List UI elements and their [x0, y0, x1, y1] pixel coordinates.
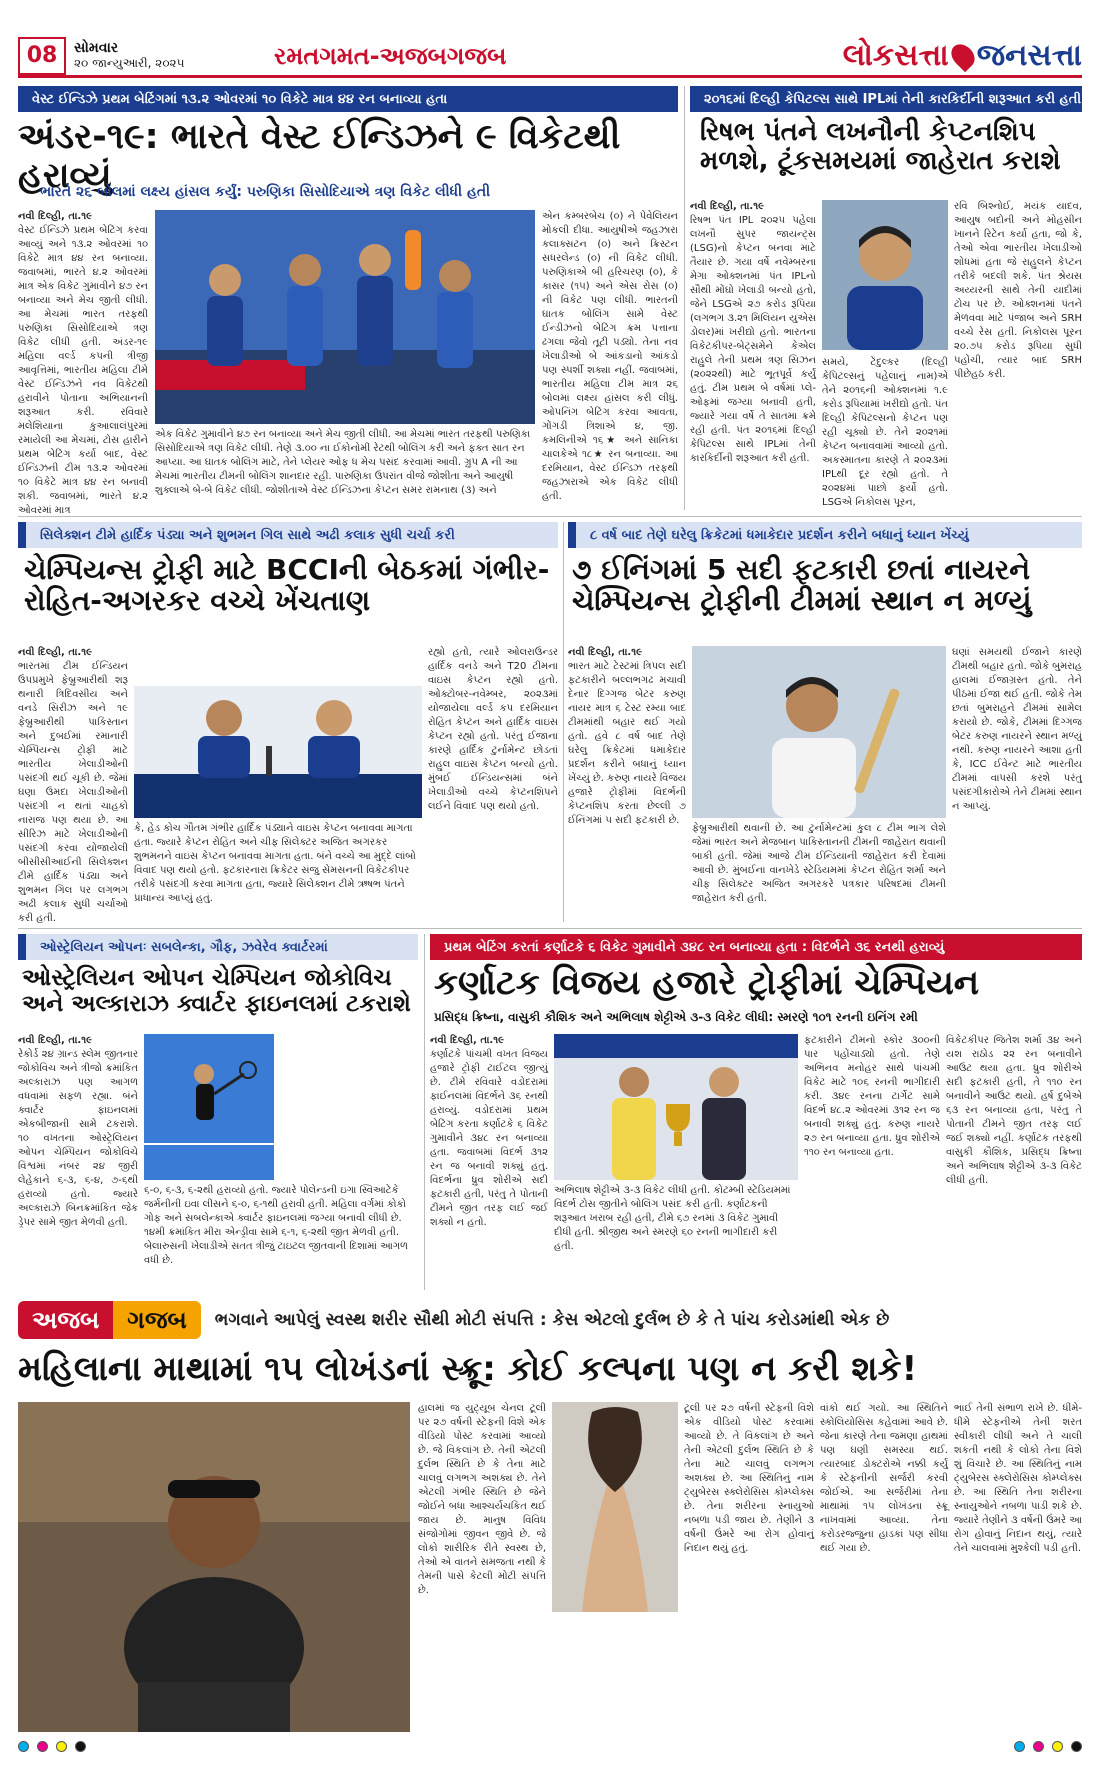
story2-photo-rishabh-pant: [822, 200, 948, 350]
dateline-box: [74, 41, 214, 71]
story5-photo-tennis: [144, 1034, 274, 1180]
story6-headline[interactable]: કર્ણાટક વિજય હજારે ટ્રોફીમાં ચેમ્પિયન: [434, 963, 980, 1003]
section-title: રમતગમત-અજબગજબ: [274, 41, 507, 70]
story3-photo-press-conference: [134, 646, 422, 818]
story6-photo-trophy: [554, 1034, 798, 1180]
story6-dateline: નવી દિલ્હી, તા.૧૯: [430, 1035, 505, 1046]
story4-body-col2: ફેબ્રુઆરીથી થવાની છે. આ ટુર્નામેન્ટમાં કુલ ૮ ટીમ ભાગ લેશે જેમાં ભારત અને મેજબાન પાકિસ્તાનની ટીમની જાહેરાત થવાની બાકી હતી. જેમાં આજે ટીમ ઈન્ડિયાની જાહેરાત કરી દેવામાં આવી છે. મુંબઈના વાનખેડે સ્ટેડિયમમાં કેપ્ટન રોહિત શર્મા અને ચીફ સિલેક્ટર અજિત અગરકરે પત્રકાર પરિષદમાં ટીમની જાહેરાત કરી હતી.: [692, 823, 946, 904]
ajab-gajab-banner: [18, 1298, 1082, 1342]
story6-kicker: પ્રથમ બેટિંગ કરતાં કર્ણાટકે ૬ વિકેટ ગુમાવીને ૩૪૮ રન બનાવ્યા હતા : વિદર્ભને ૩૬ રનથી હરાવ્યું: [430, 934, 1082, 960]
story6-body-col4: વિકેટકીપર જિતેશ શર્મા ૩૪ અને યશ રાઠોડ ૨૨ રન બનાવીને આઉટ થયા હતા. ધ્રુવ શોરીએ સદી ફટકારી હતી, તે ૧૧૦ રન બનાવીને આઉટ થયો. હર્ષ દુબેએ ૬૩ રન બનાવ્યા હતા, પરંતુ તે પોતાની ટીમને જીત તરફ લઈ જઈ શક્યો નહીં. કર્ણાટક તરફથી વાસુકી કૌશિક, પ્રસિદ્ધ ક્રિષ્ના અને અભિલાષ શેટ્ટીએ ૩-૩ વિકેટ લીધી હતી.: [946, 1035, 1082, 1186]
brand-left: લોકસત્તા: [842, 38, 949, 73]
story1-col1-text: વેસ્ટ ઈન્ડિઝે પ્રથમ બેટિંગ કરવા આવ્યું અને ૧૩.૨ ઓવરમાં ૧૦ વિકેટે માત્ર ૪૪ રન બનાવ્યા. જવાબમાં, ભારતે ૪.૨ ઓવરમાં માત્ર એક વિકેટ ગુમાવીને ૪૭ રન બનાવ્યા અને મેચ જીતી લીધી. આ મેચમાં ભારત તરફથી પરુણિકા સિસોદિયાએ ત્રણ વિકેટ લીધી હતી. અંડર-૧૯ મહિલા વર્લ્ડ કપની ત્રીજી આવૃત્તિમાં, ભારતીય મહિલા ટીમે વેસ્ટ ઈન્ડિઝને નવ વિકેટથી હરાવીને પોતાના અભિયાનની શરૂઆત કરી. રવિવારે મલેશિયાના કુઆલાલંપુરમાં રમાયેલી આ મેચમાં, ટોસ હારીને પ્રથમ બેટિંગ કર્યા બાદ, વેસ્ટ ઈન્ડિઝની ટીમ ૧૩.૨ ઓવરમાં ૧૦ વિકેટે માત્ર ૪૪ રન બનાવી શકી. જવાબમાં, ભારતે ૪.૨ ઓવરમાં માત્ર: [18, 225, 148, 516]
story5-body-col1: [18, 1034, 138, 1290]
story3-body-col1: [18, 646, 128, 922]
story4-body-col1: [568, 646, 686, 922]
story1-deck: ભારતે ૨૬ બોલમાં લક્ષ્ય હાંસલ કર્યું: પરુણિકા સિસોદિયાએ ત્રણ વિકેટ લીધી હતી: [40, 184, 491, 200]
story1-photo-cricket-team: [155, 210, 535, 424]
yellow-dot: [56, 1741, 67, 1752]
ajab-gajab-logo: [18, 1301, 201, 1339]
page-number: 08: [18, 37, 66, 75]
column-divider: [684, 86, 685, 510]
column-divider: [424, 934, 425, 1290]
story2-dateline: નવી દિલ્હી, તા.૧૯: [690, 201, 765, 212]
batsman-illustration: [692, 646, 946, 818]
ajab-body-col3: વાંકો થઈ ગયો. આ સ્થિતિને સ્કોલિયોસિસ કહેવામાં આવે છે. જેના કારણે તેના જમણા હાથમાં પણ ઘણી સમસ્યા થઈ. ત્યારબાદ ડોક્ટરોએ નક્કી કર્યું કે સ્ટેફનીની સર્જરી કરવી જોઈએ. આ સર્જરીમાં તેના માથામાં ૧૫ લોખંડના સ્ક્રૂ નાખવામાં આવ્યા. તેના કરોડરજ્જુના હાડકાં પણ સીધા થઈ ગયા છે.: [820, 1403, 948, 1554]
cyan-dot: [18, 1741, 29, 1752]
ajab-body-col2: ટૂલી પર ૨૭ વર્ષની સ્ટેફની વિશે એક વીડિયો પોસ્ટ કરવામાં આવ્યો છે. તે વિકલાંગ છે અને તેની એટલી દુર્લભ સ્થિતિ છે કે તેના માટે ચાલવું લગભગ અશક્ય છે. આ સ્થિતિનું નામ ટ્યુબેરસ સ્ક્લેરોસિસ કોમ્પ્લેક્સ છે. તેના શરીરના સ્નાયુઓ નબળા પડી જાય છે. તેણીને ૩ વર્ષની ઉંમરે આ રોગ હોવાનું નિદાન થયું હતું.: [684, 1403, 814, 1554]
ajab-photo-spine: [552, 1402, 678, 1612]
story5-dateline: નવી દિલ્હી, તા.૧૯: [18, 1035, 93, 1046]
story1-dateline: નવી દિલ્હી, તા.૧૯: [18, 211, 93, 222]
press-conference-illustration: [134, 646, 422, 818]
celebrating-players-illustration: [155, 210, 535, 424]
print-registration-marks: [18, 1738, 1082, 1754]
story2-body-col2: સમયે, ટેંદુલ્કર (દિલ્હી કેપિટલ્સનું પહેલાનું નામ)એ તેને ૨૦૧૬ની ઓક્શનમાં ૧.૯ કરોડ રૂપિયામાં ખરીદ્યો હતો. પંત દિલ્હી કેપિટલ્સનો કેપ્ટન પણ રહી ચૂક્યો છે. તેને ૨૦૨૧માં કેપ્ટન બનાવવામાં આવ્યો હતો. અકસ્માતના કારણે તે ૨૦૨૩માં IPLથી દૂર રહ્યો હતો. તે ૨૦૨૪માં પાછો ફર્યો હતો. LSGએ નિકોલસ પૂરન,: [822, 357, 948, 508]
trophy-presentation-illustration: [554, 1034, 798, 1180]
story6-body-col3: ફટકારીને ટીમનો સ્કોર ૩૦૦ની પાર પહોંચાડ્યો હતો. તેણે અભિનવ મનોહર સાથે પાંચમી વિકેટ માટે ૧૦૬ રનની ભાગીદારી કરી. ૩૪૯ રનના ટાર્ગેટ સામે વિદર્ભ ૪૮.૨ ઓવરમાં ૩૧૨ રન જ બનાવી શક્યું હતું. કરુણ નાયરે ૨૭ રન બનાવ્યા હતા. ધ્રુવ શોરીએ ૧૧૦ રન બનાવ્યા હતા.: [804, 1035, 940, 1158]
day-label: સોમવાર: [74, 39, 119, 56]
ajab-logo-right: ગજબ: [113, 1301, 201, 1339]
story3-col1-text: ભારતમાં ટીમ ઈન્ડિયન ઉપપ્રમુખે ફેબ્રુઆરીથી શરૂ થનારી ત્રિદિવસીય અને વનડે સિરીઝ અને ૧૯ ફેબ્રુઆરીથી પાકિસ્તાન અને દુબઈમાં રમાનારી ચેમ્પિયન્સ ટ્રોફી માટે ભારતીય ખેલાડીઓની પસંદગી થઈ ચૂકી છે. જેમાં ઘણા ઉમદા ખેલાડીઓની પસંદગી ન થતાં ચાહકો નારાજ પણ થયા છે. આ સીરિઝ માટે ખેલાડીઓની પસંદગી કરવા યોજાયેલી બીસીસીઆઈની સિલેક્શન ટીમે હાર્દિક પંડ્યા અને શુભમન ગિલ પર લગભગ અઢી કલાક સુધી ચર્ચાઓ કરી હતી.: [18, 661, 128, 924]
story1-body-col3: એન કમ્બરબેચ (૦) ને પેવેલિયન મોકલી દીધા. આયુષીએ જહઝારા કલાક્સટન (૦) અને ક્રિસ્ટન સધરલેન્ડ (૦) ની વિકેટ લીધી. પરુણિકાએ બી હરિચરણ (૦), કે કાસર (૧૫) અને એસ રોસ (૦) ની વિકેટ પણ લીધી. ભારતની ઘાતક બોલિંગ સામે વેસ્ટ ઈન્ડીઝનો બેટિંગ ક્રમ પત્તાના ઢગલા જેવો તૂટી પડ્યો. તેના નવ ખેલાડીઓ બે આંકડાનો આંકડો પણ સ્પર્શી શક્યા નહીં. જવાબમાં, ભારતીય મહિલા ટીમ માત્ર ૨૬ બોલમાં લક્ષ્ય હાંસલ કરી લીધું. ઓપનિંગ બેટિંગ કરવા આવતા, ગોંગડી ત્રિશાએ ૪, જી. કમલિનીએ ૧૬★ અને સાનિકા ચાલકેએ ૧૮★ રન બનાવ્યા. આ દરમિયાન, વેસ્ટ ઈન્ડિઝ તરફથી જહઝારાએ એક વિકેટ લીધી હતી.: [542, 211, 678, 502]
story1-headline[interactable]: અંડર-૧૯: ભારતે વેસ્ટ ઈન્ડિઝને ૯ વિકેટથી હરાવ્યું: [18, 117, 621, 197]
story5-col1-text: રેકોર્ડ ૨૪ ગ્રાન્ડ સ્લેમ જીતનાર જોકોવિચ અને ત્રીજો ક્રમાંકિત અલ્કારાઝ પણ આગળ વધવામાં સફળ રહ્યા. બંને ક્વાર્ટર ફાઇનલમાં એકબીજાની સામે ટકરાશે. ૧૦ વખતના ઓસ્ટ્રેલિયન ઓપન ચેમ્પિયન જોકોવિચે વિશ્વમાં નંબર ૨૪ જીરી લેહેકાને ૬-૩, ૬-૪, ૭-૬થી હરાવ્યો હતો. જ્યારે અલ્કારાઝે બિનક્રમાંકિત જેક ડ્રેપર સામે જીત મેળવી હતી.: [18, 1049, 138, 1228]
ajab-kicker: ભગવાને આપેલું સ્વસ્થ શરીર સૌથી મોટી સંપત્તિ : કેસ એટલો દુર્લભ છે કે તે પાંચ કરોડમાંથી એક છે: [214, 1310, 890, 1330]
story6-deck: પ્રસિદ્ધ ક્રિષ્ના, વાસુકી કૌશિક અને અભિલાષ શેટ્ટીએ ૩-૩ વિકેટ લીધી: સ્મરણે ૧૦૧ રનની ઇનિંગ રમી: [434, 1010, 918, 1024]
black-dot: [1071, 1741, 1082, 1752]
black-dot: [75, 1741, 86, 1752]
story2-body-col3: રવિ બિશ્નોઈ, મયંક યાદવ, આયુષ બદોની અને મોહસીન ખાનને રિટેન કર્યા હતા, જો કે, તેઓ એવા ભારતીય ખેલાડીઓ શોધમાં હતા જે રાહુલને કેપ્ટન તરીકે બદલી શકે. પંત શ્રેયસ અય્યરની સાથે તેની યાદીમાં ટોચ પર છે. ઓક્શનમાં પંતને મેળવવા માટે પંજાબ અને SRH વચ્ચે રેસ હતી. નિકોલસ પૂરન ૨૦.૭૫ કરોડ રૂપિયા સુધી પહોંચી, ત્યાર બાદ SRH પીછેહઠ કરી.: [954, 201, 1082, 380]
story2-kicker: ૨૦૧૬માં દિલ્હી કેપિટલ્સ સાથે IPLમાં તેની કારકિર્દીની શરૂઆત કરી હતી: [690, 86, 1082, 112]
ajab-photo-woman: [18, 1402, 410, 1732]
ajab-logo-left: અજબ: [18, 1301, 113, 1339]
brand-logo: [843, 38, 1082, 73]
story4-headline[interactable]: ૭ ઈનિંગમાં 5 સદી ફટકારી છતાં નાયરને ચેમ્પિયન્સ ટ્રોફીની ટીમમાં સ્થાન ન મળ્યું: [572, 553, 1032, 618]
story2-col1-text: રિષભ પંત IPL ૨૦૨૫ પહેલા લખનૌ સુપર જાયન્ટ્સ (LSG)નો કેપ્ટન બનવા માટે તૈયાર છે. ગયા વર્ષે નવેમ્બરના મેગા ઓક્શનમાં પંત IPLનો સૌથી મોંઘો ખેલાડી બન્યો હતો, જેને LSGએ ૨૭ કરોડ રૂપિયા (લગભગ ૩.૨૧ મિલિયન યુએસ ડોલર)માં ખરીદ્યો હતો. ભારતના વિકેટકીપર-બેટ્સમેને કેએલ રાહુલે તેની પ્રથમ ત્રણ સિઝન (૨૦૨૨થી) માટે ભૂતપૂર્વ કર્યું હતું. ટીમ પ્રથમ બે વર્ષમાં પ્લે-ઓફમાં જગ્યા બનાવી હતી, જ્યારે ગયા વર્ષે તે સાતમા ક્રમે રહી હતી. પંત ૨૦૧૬માં દિલ્હી કેપિટલ્સ સાથે IPLમાં તેની કારકિર્દીની શરૂઆત કરી હતી.: [690, 215, 816, 464]
portrait-illustration: [822, 200, 948, 350]
story4-dateline: નવી દિલ્હી, તા.૧૯: [568, 647, 643, 658]
woman-portrait-illustration: [18, 1402, 410, 1732]
story6-body-col1: [430, 1034, 548, 1290]
row-divider: [18, 928, 1082, 929]
magenta-dot: [1033, 1741, 1044, 1752]
story1-body-col1: [18, 210, 148, 516]
cyan-dot: [1014, 1741, 1025, 1752]
story2-headline[interactable]: રિષભ પંતને લખનૌની કેપ્ટનશિપ મળશે, ટૂંકસમયમાં જાહેરાત કરાશે: [700, 117, 1061, 177]
story3-headline[interactable]: ચેમ્પિયન્સ ટ્રોફી માટે BCCIની બેઠકમાં ગંભીર-રોહિત-અગરકર વચ્ચે ખેંચતાણ: [24, 553, 550, 618]
row-divider: [18, 516, 1082, 517]
story6-caption: અભિલાષ શેટ્ટીએ ૩-૩ વિકેટ લીધી હતી. કોટમ્બી સ્ટેડિયમમાં વિદર્ભ ટોસ જીતીને બોલિંગ પસંદ કરી હતી. કર્ણાટકની શરૂઆત ખરાબ રહી હતી, ટીમે ૬૭ રનમાં ૩ વિકેટ ગુમાવી દીધી હતી. શ્રીજીથ અને સ્મરણે ૬૦ રનની ભાગીદારી કરી હતી.: [554, 1185, 791, 1252]
back-view-illustration: [552, 1402, 678, 1612]
story4-kicker: ૮ વર્ષ બાદ તેણે ઘરેલુ ક્રિકેટમાં ધમાકેદાર પ્રદર્શન કરીને બધાનું ધ્યાન ખેંચ્યું: [568, 522, 1082, 548]
date-label: ૨૦ જાન્યુઆરી, ૨૦૨૫: [74, 55, 185, 70]
story4-body-col3: ઘણાં સમયથી ઈજાને કારણે ટીમથી બહાર હતો. જોકે બુમરાહ હાલમાં ઈજાગ્રસ્ત હતો. તેને પીઠમાં ઈજા થઈ હતી. જોકે તેમ છતાં બુમરાહને ટીમમાં સામેલ કરાયો છે. જોકે, ટીમમાં દિગ્ગજ બેટર કરુણ નાયરને સ્થાન મળ્યું નથી. કરુણ નાયરને આશા હતી કે, ICC ઈવેન્ટ માટે ભારતીય ટીમમાં વાપસી કરશે પરંતુ પસંદગીકારોએ તેને ટીમમાં સ્થાન ન આપ્યું.: [952, 647, 1083, 812]
story6-col1-text: કર્ણાટકે પાંચમી વખત વિજય હજારે ટ્રોફી ટાઈટલ જીત્યું છે. ટીમે રવિવારે વડોદરામાં ફાઈનલમાં વિદર્ભને ૩૬ રનથી હરાવ્યું. વડોદરામાં પ્રથમ બેટિંગ કરતા કર્ણાટકે ૬ વિકેટ ગુમાવીને ૩૪૮ રન બનાવ્યા હતા. જવાબમાં વિદર્ભ ૩૧૨ રન જ બનાવી શક્યું હતું. વિદર્ભના ધ્રુવ શોરીએ સદી ફટકારી હતી, પરંતુ તે પોતાની ટીમને જીત તરફ લઈ જઈ શક્યો ન હતો.: [430, 1049, 548, 1228]
tennis-player-illustration: [144, 1034, 274, 1180]
brand-right: જનસત્તા: [976, 38, 1082, 73]
ajab-headline[interactable]: મહિલાના માથામાં ૧૫ લોખંડનાં સ્ક્રૂ: કોઈ કલ્પના પણ ન કરી શકે!: [18, 1349, 918, 1389]
story5-headline[interactable]: ઓસ્ટ્રેલિયન ઓપન ચેમ્પિયન જોકોવિચ અને અલ્કારાઝ ક્વાર્ટર ફાઇનલમાં ટકરાશે: [22, 965, 411, 1017]
magenta-dot: [37, 1741, 48, 1752]
ajab-body-col1: હાલમાં જ યુટ્યૂબ ચેનલ ટૂલી પર ૨૭ વર્ષની સ્ટેફની વિશે એક વીડિયો પોસ્ટ કરવામાં આવ્યો છે. જે વિકલાંગ છે. તેની એટલી દુર્લભ સ્થિતિ છે કે તેના માટે ચાલવું લગભગ અશક્ય છે. તેને એટલી ગંભીર સ્થિતિ છે જેને જોઈને બધા આશ્ચર્યચકિત થઈ જાય છે. માનુષ વિવિધ સંજોગોમાં જીવન જીવે છે. જે લોકો શારીરિક રીતે સ્વસ્થ છે, તેઓ એ વાતને સમજતા નથી કે તેમની પાસે કેટલી મોટી સંપત્તિ છે.: [418, 1403, 546, 1596]
story3-body-col3: રહ્યો હતો, ત્યારે ઓલરાઉન્ડર હાર્દિક વનડે અને T20 ટીમના વાઇસ કેપ્ટન રહ્યો હતો. ઓક્ટોબર-નવેમ્બર, ૨૦૨૩માં યોજાયેલા વર્લ્ડ કપ દરમિયાન રોહિત કેપ્ટન અને હાર્દિક વાઇસ કેપ્ટન રહ્યો હતો. પરંતુ ઈજાના કારણે હાર્દિક ટુર્નામેન્ટ છોડતાં રાહુલ વાઇસ કેપ્ટન બન્યો હતો. મુંબઈ ઈન્ડિયન્સમાં બંને ખેલાડીઓ વચ્ચે કેપ્ટનશિપને લઈને વિવાદ પણ થયો હતો.: [428, 647, 558, 812]
story4-photo-karun-nair: [692, 646, 946, 818]
masthead: [18, 36, 1082, 78]
map-pin-icon: [946, 39, 979, 72]
story3-caption: કે, હેડ કોચ ગૌતમ ગંભીર હાર્દિક પંડ્યાને વાઇસ કેપ્ટન બનાવવા માગતા હતા. જ્યારે કેપ્ટન રોહિત અને ચીફ સિલેક્ટર અજિત અગરકર શુભમનને વાઇસ કેપ્ટન બનાવવા માગતા હતા. બંને વચ્ચે આ મુદ્દે લાંબો વિવાદ પણ થયો હતો. ફટકારનારા ક્રિકેટર સંજુ સેમસનની વિકેટકીપર તરીકે પસંદગી કરવા માગતા હતા, જ્યારે સિલેક્શન ટીમે ઋષભ પંતને પ્રાધાન્ય આપ્યું હતું.: [134, 823, 416, 904]
story3-dateline: નવી દિલ્હી, તા.૧૯: [18, 647, 93, 658]
story4-col1-text: ભારત માટે ટેસ્ટમાં ત્રિપલ સદી ફટકારીને બલ્લભગઢ મચાવી દેનાર દિગ્ગજ બેટર કરુણ નાયર માત્ર ૬ ટેસ્ટ રમ્યા બાદ ટીમમાંથી બહાર થઈ ગયો હતો. હવે ૮ વર્ષ બાદ તેણે ઘરેલુ ક્રિકેટમાં ધમાકેદાર પ્રદર્શન કરીને બધાનું ધ્યાન ખેંચ્યું છે. કરુણ નાયરે વિજય હજારે ટ્રોફીમાં વિદર્ભની કેપ્ટનશિપ કરતા છેલ્લી ૭ ઈનિંગમાં ૫ સદી ફટકારી છે.: [568, 661, 686, 826]
yellow-dot: [1052, 1741, 1063, 1752]
story1-caption: એક વિકેટ ગુમાવીને ૪૭ રન બનાવ્યા અને મેચ જીતી લીધી. આ મેચમાં ભારત તરફથી પરુણિકા સિસોદિયાએ ત્રણ વિકેટ લીધી. તેણે ૩.૦૦ ના ઈકોનોમી રેટથી બોલિંગ કરી અને ફક્ત સાત રન આપ્યા. આ ઘાતક બોલિંગ માટે, તેને પ્લેયર ઓફ ધ મેચ પસંદ કરવામાં આવી. ગ્રુપ A ની આ મેચમાં ભારતીય ટીમની બોલિંગ શાનદાર રહી. પારુણિકા ઉપરાંત વીજે જોશીતા અને આયુષી શુક્લાએ બે-બે વિકેટ લીધી. જોશીતાએ વેસ્ટ ઈન્ડિઝના કેપ્ટન સમર રામનાથ (૩) અને: [155, 429, 531, 496]
story1-kicker: વેસ્ટ ઈન્ડિઝે પ્રથમ બેટિંગમાં ૧૩.૨ ઓવરમાં ૧૦ વિકેટે માત્ર ૪૪ રન બનાવ્યા હતા: [18, 86, 678, 112]
story3-kicker: સિલેક્શન ટીમે હાર્દિક પંડ્યા અને શુભમન ગિલ સાથે અઢી કલાક સુધી ચર્ચા કરી: [18, 522, 558, 548]
story2-body-col1: [690, 200, 816, 510]
column-divider: [563, 522, 564, 922]
story5-kicker: ઓસ્ટ્રેલિયન ઓપનઃ સબલેન્કા, ગૌફ, ઝવેરેવ ક્વાર્ટરમાં: [18, 934, 418, 960]
story5-caption: ૬-૦, ૬-૩, ૬-૨થી હરાવ્યો હતો. જ્યારે પોલેન્ડની ઇગા સ્વિઆટેકે જર્મનીની ઇવા લીસને ૬-૦, ૬-૧થી હરાવી હતી. મહિલા વર્ગમાં કોકો ગોફ અને સબલેન્કાએ ક્વાર્ટર ફાઇનલમાં જગ્યા બનાવી લીધી છે. ૧૪મી ક્રમાંકિત મીરા એન્ડ્રીવા સામે ૬-૧, ૬-૨થી જીત મેળવી હતી. બેલારુસની ખેલાડીએ સતત ત્રીજું ટાઇટલ જીતવાની દિશામાં આગળ વધી છે.: [144, 1185, 408, 1266]
ajab-body-col4: ભાઈ તેની સંભાળ રાખે છે. ધીમે-ધીમે સ્ટેફનીએ તેની શરત સ્વીકારી લીધી અને તે ચાલી શકતી નથી કે લોકો તેના વિશે શું વિચારે છે. આ સ્થિતિનું નામ ટ્યુબેરસ સ્ક્લેરોસિસ કોમ્પ્લેક્સ છે. આ સ્થિતિ તેના શરીરના સ્નાયુઓને નબળા પાડી શકે છે. જ્યારે તેણીને ૩ વર્ષની ઉંમરે આ રોગ હોવાનું નિદાન થયું, ત્યારે તેને ચાલવામાં મુશ્કેલી પડી હતી.: [954, 1403, 1082, 1554]
